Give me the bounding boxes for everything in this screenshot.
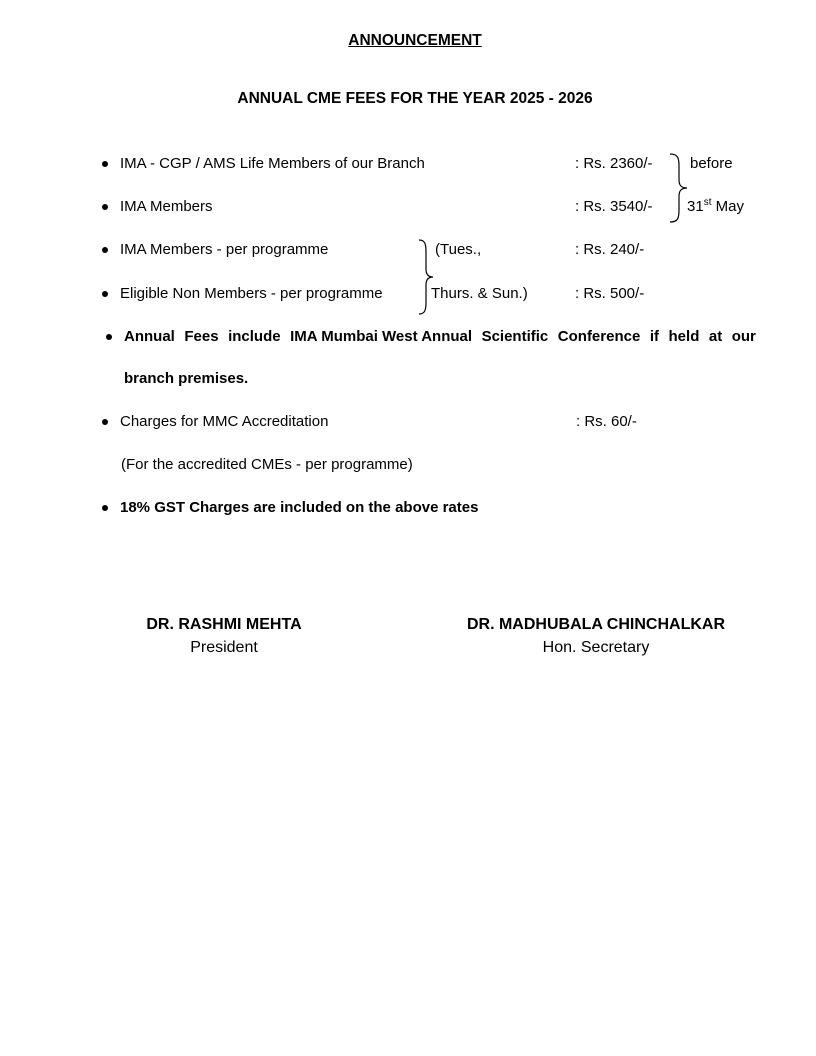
fee-amount-life-members: : Rs. 2360/-	[575, 155, 653, 172]
fee-amount-per-programme: : Rs. 240/-	[575, 241, 645, 258]
mmc-label: Charges for MMC Accreditation	[120, 413, 329, 430]
fee-label-non-members: Eligible Non Members - per programme	[120, 285, 383, 302]
deadline-before: before	[690, 155, 733, 172]
gst-note: 18% GST Charges are included on the above rates	[120, 499, 479, 516]
announcement-title: ANNOUNCEMENT	[348, 32, 482, 49]
mmc-note: (For the accredited CMEs - per programme)	[121, 456, 413, 473]
days-note-line2: Thurs. & Sun.)	[431, 285, 528, 302]
fees-heading: ANNUAL CME FEES FOR THE YEAR 2025 - 2026	[237, 90, 593, 107]
fee-amount-non-members: : Rs. 500/-	[575, 285, 645, 302]
signatory-role: President	[190, 639, 258, 656]
bullet	[102, 161, 108, 167]
signatory-president	[124, 613, 324, 659]
deadline-date: 31st May	[687, 197, 744, 215]
bullet	[102, 204, 108, 210]
signatory-name: DR. RASHMI MEHTA	[146, 616, 302, 633]
bullet	[102, 505, 108, 511]
signatory-name: DR. MADHUBALA CHINCHALKAR	[466, 616, 726, 633]
signatory-role: Hon. Secretary	[542, 639, 650, 656]
signatory-secretary	[456, 613, 736, 659]
bullet	[102, 291, 108, 297]
fee-label-ima-members: IMA Members	[120, 198, 213, 215]
annual-fees-note-line1: Annual Fees include IMA Mumbai West Annual Scientific Conference if held at our	[124, 328, 756, 345]
fee-label-life-members: IMA - CGP / AMS Life Members of our Branch	[120, 155, 425, 172]
right-brace-icon	[417, 238, 435, 316]
mmc-amount: : Rs. 60/-	[576, 413, 637, 430]
fee-label-per-programme: IMA Members - per programme	[120, 241, 329, 258]
fee-amount-ima-members: : Rs. 3540/-	[575, 198, 653, 215]
bullet	[102, 247, 108, 253]
bullet	[102, 419, 108, 425]
bullet	[106, 334, 112, 340]
annual-fees-note-line2: branch premises.	[124, 370, 249, 387]
days-note-line1: (Tues.,	[435, 241, 482, 258]
